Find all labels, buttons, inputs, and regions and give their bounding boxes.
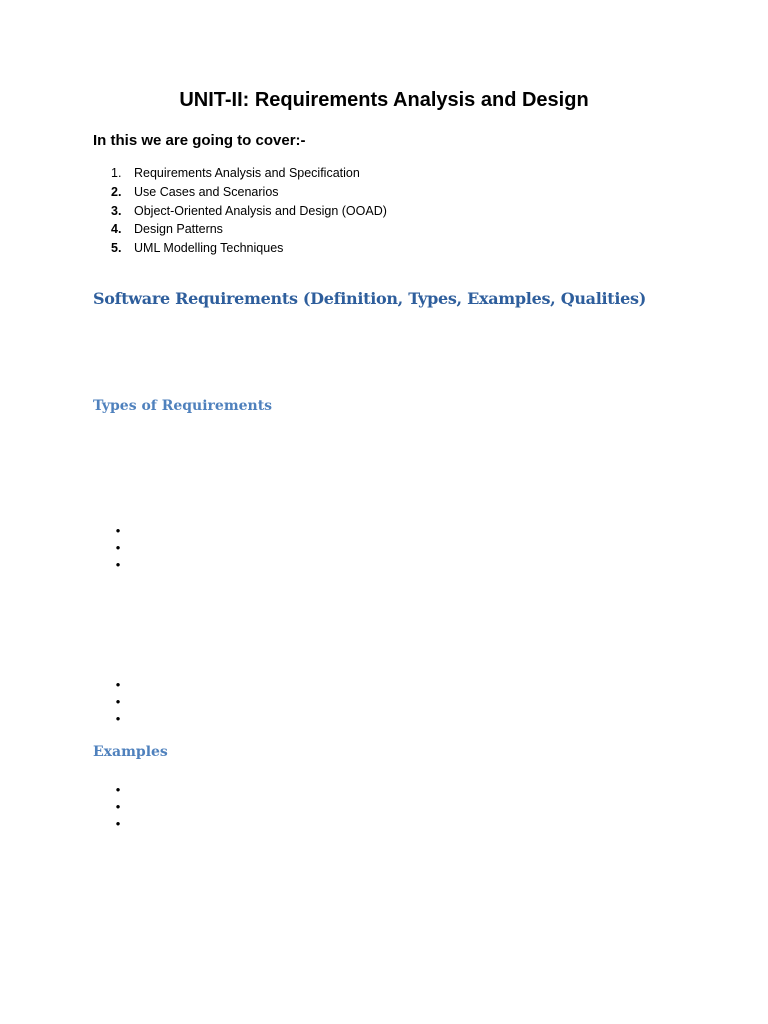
bullet-icon: • (115, 540, 121, 555)
bullet-icon: • (115, 694, 121, 709)
list-number: 3. (111, 203, 122, 218)
bullet-icon: • (115, 557, 121, 572)
list-number: 1. (111, 166, 122, 180)
page-title: UNIT-II: Requirements Analysis and Design (179, 89, 589, 111)
list-number: 2. (111, 184, 122, 199)
bullet-icon: • (115, 677, 121, 692)
list-item-text: UML Modelling Techniques (134, 241, 284, 256)
bullet-icon: • (115, 523, 121, 538)
examples-heading: Examples (93, 744, 168, 760)
section-heading: Software Requirements (Definition, Types, Examples, Qualities) (93, 289, 647, 308)
list-number: 4. (111, 222, 122, 237)
bullet-icon: • (115, 782, 121, 797)
list-item-text: Object-Oriented Analysis and Design (OOAD) (134, 203, 387, 218)
list-item-text: Design Patterns (134, 222, 223, 237)
list-number: 5. (111, 241, 122, 256)
bullet-icon: • (115, 711, 121, 726)
list-item-text: Requirements Analysis and Specification (134, 166, 360, 180)
intro-text: In this we are going to cover:- (93, 132, 306, 149)
bullet-icon: • (115, 799, 121, 814)
types-heading: Types of Requirements (93, 398, 273, 414)
list-item-text: Use Cases and Scenarios (134, 184, 279, 199)
bullet-icon: • (115, 816, 121, 831)
